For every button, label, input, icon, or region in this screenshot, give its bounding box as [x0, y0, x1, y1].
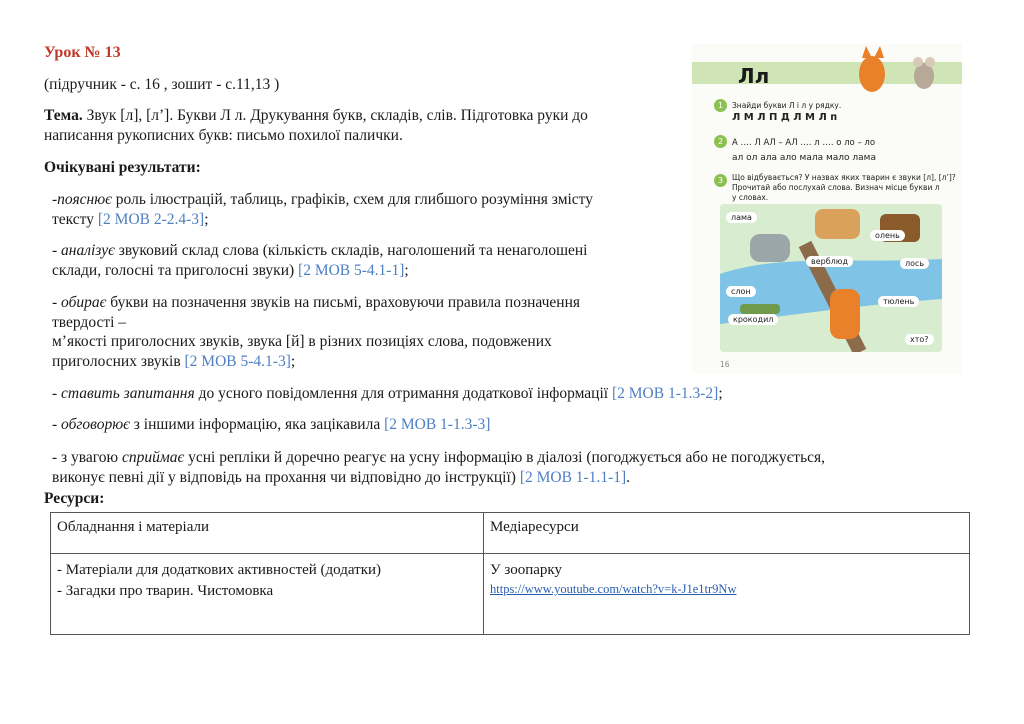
result-tail: .	[626, 468, 631, 486]
result-item-asks	[52, 384, 952, 404]
curriculum-code: [2 МОВ 5-4.1-3]	[184, 352, 291, 370]
results-heading: Очікувані результати:	[44, 159, 201, 176]
animal-label: лама	[726, 212, 757, 223]
curriculum-code: [2 МОВ 1-1.3-3]	[384, 416, 491, 433]
animal-label: олень	[870, 230, 905, 241]
result-verb: -пояснює	[52, 191, 112, 208]
topic-label: Тема.	[44, 107, 83, 124]
topic-text: Звук [л], [л’]. Букви Л л. Друкування букв, складів, слів. Підготовка руки до	[82, 107, 588, 124]
zoo-scene-drawing	[720, 204, 942, 352]
result-item-explains: -пояснює роль ілюстрацій, таблиць, графіків, схем для глибшого розуміння змісту тексту [2 МОВ 2-2.4-3];	[52, 191, 594, 228]
table-header-row	[51, 513, 970, 554]
task-3-line2: Прочитай або послухай слова. Визнач місце букви л	[732, 183, 940, 192]
curriculum-code: [2 МОВ 1-1.3-2]	[611, 385, 719, 402]
task-1-letters: Л М Л П Д Л М Л п	[732, 112, 838, 123]
task-number: 3	[714, 174, 727, 187]
result-lead: -	[52, 242, 62, 259]
materials-cell	[51, 554, 484, 635]
page-number: 16	[720, 360, 730, 369]
animal-label: крокодил	[728, 314, 778, 325]
curriculum-code: [2 МОВ 2-2.4-3]	[97, 210, 205, 228]
result-verb: обирає	[61, 294, 107, 311]
result-item-chooses	[52, 293, 680, 371]
result-text: букви на позначення звуків на письмі, враховуючи правила позначення	[106, 294, 581, 311]
lesson-topic	[44, 106, 684, 145]
lesson-title: Урок № 13	[44, 44, 121, 61]
result-text: усні репліки й доречно реагує на усну інформацію в діалозі (погоджується або не погоджується,	[184, 449, 826, 466]
result-verb: обговорює	[61, 416, 130, 433]
youtube-link[interactable]: https://www.youtube.com/watch?v=k-J1e1tr9Nw	[490, 582, 737, 596]
result-lead: -	[52, 294, 62, 311]
task-2-syllables: А …. Л АЛ – АЛ …. л …. о ло – ло	[732, 138, 876, 148]
result-verb: ставить запитання	[61, 385, 195, 402]
task-3-line1: Що відбувається? У назвах яких тварин є звуки [л], [л’]?	[732, 173, 956, 182]
task-2-words: ал ол ала ало мала мало лама	[732, 153, 876, 163]
task-1-text: Знайди букви Л і л у рядку.	[732, 101, 842, 110]
task-3-line3: у словах.	[732, 193, 769, 202]
result-text-cont: текст	[52, 210, 87, 228]
result-text-cont: твердості –	[52, 313, 127, 331]
result-text: звуковий склад слова (кількість складів, наголошений та ненаголошені	[114, 242, 588, 259]
result-lead: -	[52, 385, 62, 402]
topic-text-line2: написання рукописних букв: письмо похилої палички.	[44, 126, 403, 144]
result-text-cont: приголосних звуків	[52, 352, 185, 370]
result-text-cont: склади, голосні та приголосні звуки)	[52, 261, 299, 279]
result-lead: - з увагою	[52, 449, 122, 466]
task-number: 2	[714, 135, 727, 148]
result-text: роль ілюстрацій, таблиць, графіків, схем для глибшого розуміння змісту	[111, 191, 594, 208]
result-tail: ;	[718, 385, 723, 402]
zoo-scene-illustration	[720, 204, 942, 352]
curriculum-code: [2 МОВ 5-4.1-1]	[298, 261, 405, 279]
animal-label: слон	[726, 286, 756, 297]
fox-mouse-illustration	[842, 46, 952, 96]
resources-table	[50, 512, 970, 635]
list-item: - Матеріали для додаткових активностей (додатки)	[57, 562, 382, 578]
result-text: з іншими інформацію, яка зацікавила	[129, 416, 385, 433]
list-item: - Загадки про тварин. Чистомовка	[57, 583, 274, 599]
result-tail: ;	[404, 261, 409, 279]
resources-heading: Ресурси:	[44, 490, 105, 507]
animal-label: хто?	[905, 334, 934, 345]
result-verb: сприймає	[121, 449, 185, 466]
animal-label: лось	[900, 258, 929, 269]
animal-label: верблюд	[806, 256, 853, 267]
curriculum-code: [2 МОВ 1-1.1-1]	[519, 468, 627, 486]
table-row	[51, 554, 970, 635]
task-number: 1	[714, 99, 727, 112]
result-text: до усного повідомлення для отримання додаткової інформації	[194, 385, 612, 402]
result-item-perceives	[52, 448, 972, 487]
result-verb: аналізує	[61, 242, 115, 259]
media-title: У зоопарку	[490, 562, 562, 578]
result-item-analyzes	[52, 241, 680, 280]
textbook-header-letter: Лл	[738, 64, 770, 88]
result-text-cont: виконує певні дії у відповідь на прохання чи відповідно до інструкції)	[52, 468, 520, 486]
textbook-page-image	[692, 44, 962, 374]
result-item-discusses	[52, 415, 952, 435]
result-lead: -	[52, 416, 62, 433]
result-tail: ;	[290, 352, 296, 370]
result-text-cont: м’якості приголосних звуків, звука [й] в різних позиціях слова, подовжених	[52, 333, 552, 350]
lesson-reference: (підручник - с. 16 , зошит - с.11,13 )	[44, 76, 280, 93]
result-tail: ;	[204, 210, 209, 228]
media-cell	[484, 554, 970, 635]
table-header-cell: Обладнання і матеріали	[51, 513, 484, 554]
table-header-cell: Медіаресурси	[484, 513, 970, 554]
animal-label: тюлень	[878, 296, 919, 307]
